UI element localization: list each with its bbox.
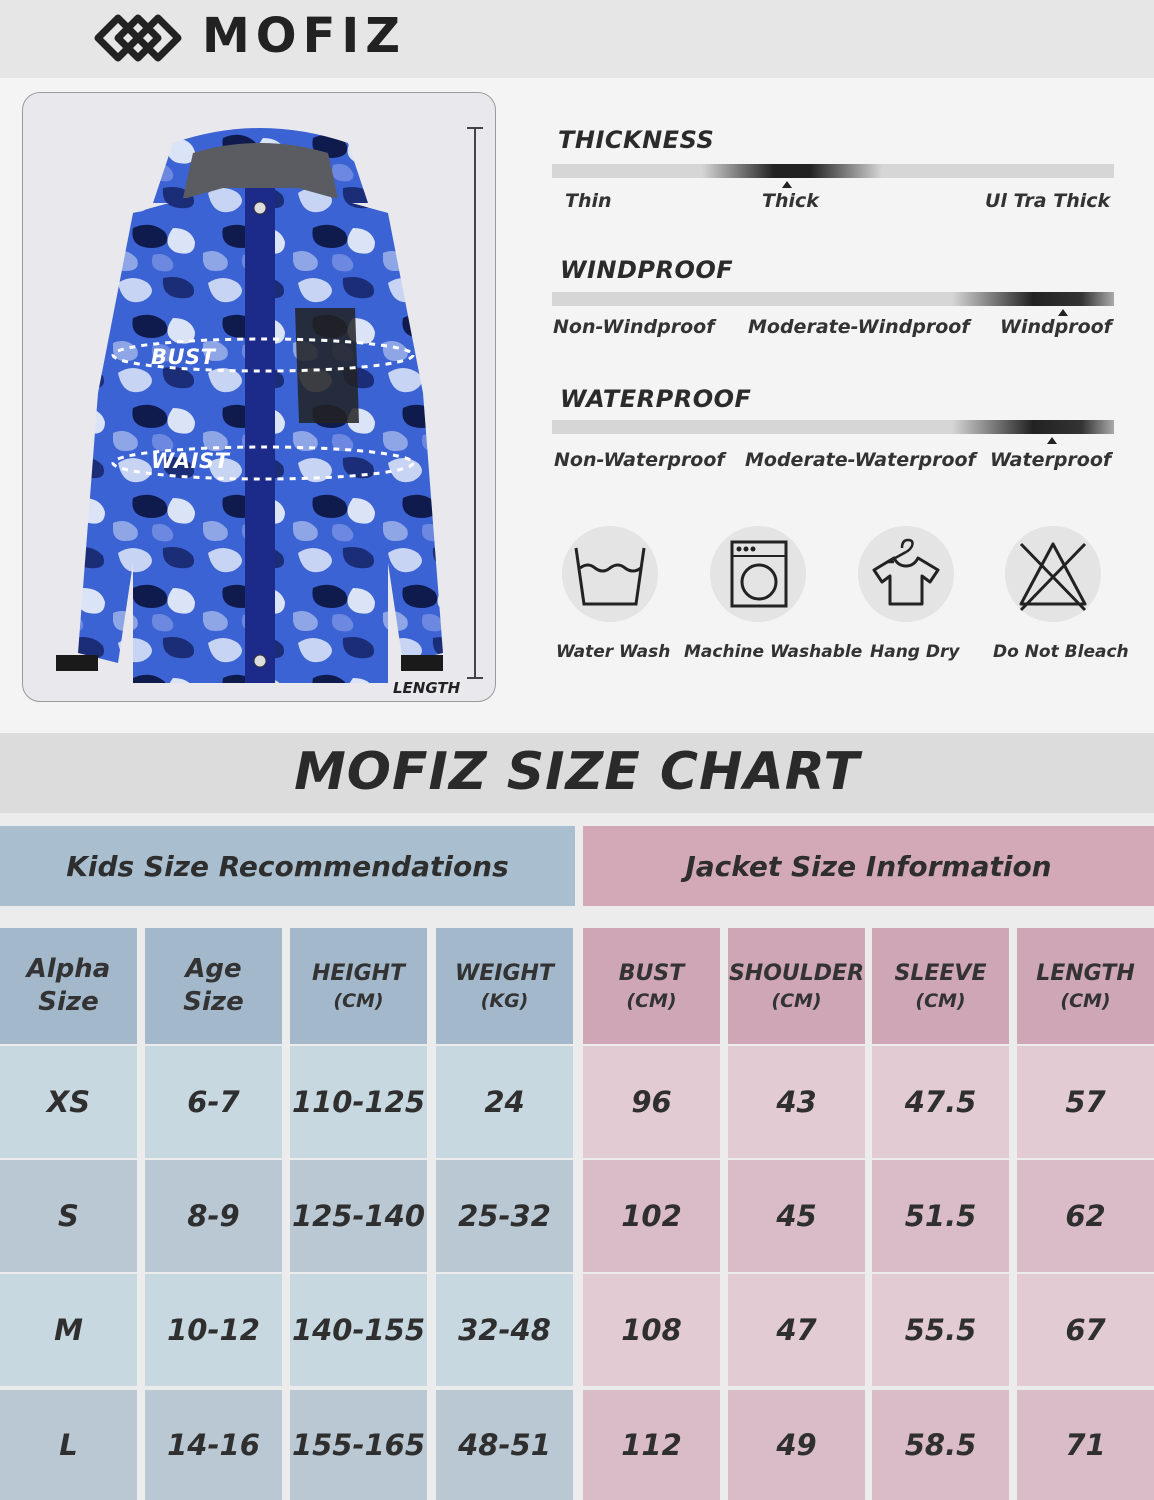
table-cell: 43 [728,1046,865,1158]
scale-label: Moderate-Waterproof [745,449,976,471]
washing-machine-icon [710,526,806,622]
level-marker-icon [782,181,792,188]
column-header [290,928,427,1044]
care-label: Water Wash [556,642,671,662]
jacket-illustration [23,93,496,702]
brand-header [0,0,1154,78]
table-cell: 45 [728,1160,865,1272]
scale-label: Ul Tra Thick [985,190,1111,212]
table-cell: 96 [583,1046,720,1158]
table-cell: S [0,1160,137,1272]
level-fill [952,292,1114,306]
column-header-line2: (CM) [333,990,384,1012]
scale-label: Waterproof [990,449,1112,471]
table-cell: 24 [436,1046,573,1158]
table-cell: 25-32 [436,1160,573,1272]
property-title: WATERPROOF [560,385,752,413]
waterproof-level-bar [552,420,1114,434]
column-header-line2: Size [38,987,99,1017]
level-fill [702,164,882,178]
care-label: Machine Washable [684,642,863,662]
scale-label: Non-Waterproof [554,449,725,471]
table-cell: 10-12 [145,1274,282,1386]
thickness-level-bar [552,164,1114,178]
table-cell: 57 [1017,1046,1154,1158]
table-cell: 8-9 [145,1160,282,1272]
column-header [0,928,137,1044]
column-header-line1: BUST [618,961,685,986]
bust-label: BUST [151,345,216,369]
column-header-line2: (CM) [915,990,966,1012]
property-title: THICKNESS [558,126,715,154]
table-cell: M [0,1274,137,1386]
table-cell: 112 [583,1390,720,1500]
table-cell: 32-48 [436,1274,573,1386]
column-header [436,928,573,1044]
table-cell: 102 [583,1160,720,1272]
size-chart-title: MOFIZ SIZE CHART [294,742,860,802]
table-cell: L [0,1390,137,1500]
table-cell: 47 [728,1274,865,1386]
table-cell: 125-140 [290,1160,427,1272]
water-wash-icon [562,526,658,622]
hang-dry-icon [858,526,954,622]
table-cell: 108 [583,1274,720,1386]
column-header-line2: (CM) [626,990,677,1012]
level-fill [952,420,1114,434]
table-cell: 48-51 [436,1390,573,1500]
column-header [145,928,282,1044]
level-marker-icon [1058,309,1068,316]
column-header-line1: LENGTH [1036,961,1135,986]
column-header-line1: SLEEVE [894,961,987,986]
length-label: LENGTH [393,679,461,697]
table-cell: 62 [1017,1160,1154,1272]
table-cell: 67 [1017,1274,1154,1386]
scale-label: Moderate-Windproof [748,316,970,338]
column-header-line2: (CM) [771,990,822,1012]
table-cell: 55.5 [872,1274,1009,1386]
table-cell: 6-7 [145,1046,282,1158]
product-photo [22,92,496,702]
column-header-line1: WEIGHT [455,961,554,986]
table-cell: 110-125 [290,1046,427,1158]
table-cell: 155-165 [290,1390,427,1500]
column-header [1017,928,1154,1044]
table-cell: 14-16 [145,1390,282,1500]
level-marker-icon [1047,437,1057,444]
brand-name: MOFIZ [202,8,407,64]
column-header-line1: Age [185,954,242,984]
column-header-line2: Size [183,987,244,1017]
care-label: Do Not Bleach [993,642,1129,662]
table-cell: 71 [1017,1390,1154,1500]
jacket-size-header: Jacket Size Information [583,826,1154,906]
column-header [583,928,720,1044]
column-header-line2: (CM) [1060,990,1111,1012]
do-not-bleach-icon [1005,526,1101,622]
scale-label: Non-Windproof [553,316,715,338]
column-header-line1: SHOULDER [728,961,865,986]
table-cell: XS [0,1046,137,1158]
property-title: WINDPROOF [560,256,734,284]
windproof-level-bar [552,292,1114,306]
column-header-line1: Alpha [26,954,111,984]
table-cell: 51.5 [872,1160,1009,1272]
column-header [872,928,1009,1044]
care-label: Hang Dry [870,642,960,662]
scale-label: Windproof [1000,316,1112,338]
kids-size-header: Kids Size Recommendations [0,826,575,906]
table-cell: 47.5 [872,1046,1009,1158]
table-cell: 49 [728,1390,865,1500]
scale-label: Thin [565,190,612,212]
table-cell: 140-155 [290,1274,427,1386]
brand-logo-icon [90,6,186,70]
waist-label: WAIST [151,449,230,473]
column-header-line2: (KG) [480,990,529,1012]
column-header-line1: HEIGHT [311,961,406,986]
scale-label: Thick [762,190,819,212]
table-cell: 58.5 [872,1390,1009,1500]
column-header [728,928,865,1044]
